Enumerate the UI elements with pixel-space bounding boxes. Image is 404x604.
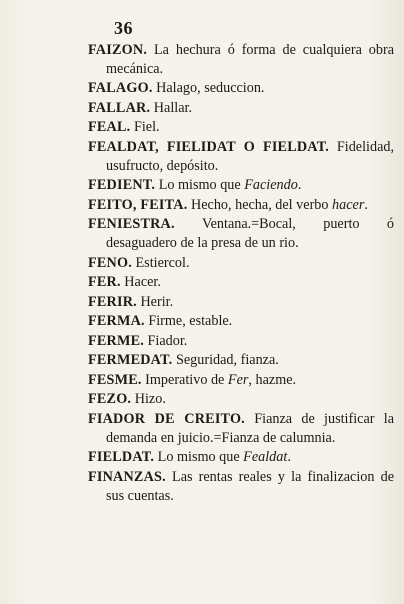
entry-headword: FENIESTRA. — [88, 216, 175, 233]
glossary-entry — [88, 176, 394, 195]
entry-definition: Fiador. — [147, 332, 188, 349]
entry-definition-italic: hacer — [332, 196, 365, 213]
entry-definition: Hallar. — [153, 99, 192, 116]
entry-definition: Herir. — [140, 293, 174, 310]
entry-definition: Fianza de justificar la demanda en juicio.=Fianza de calumnia. — [106, 410, 394, 446]
glossary-entry — [88, 410, 394, 448]
glossary-entry — [88, 273, 394, 292]
glossary-entry — [88, 351, 394, 370]
entry-headword: FERMEDAT. — [88, 352, 173, 369]
entry-definition: Fiel. — [133, 119, 160, 136]
glossary-entry — [88, 293, 394, 312]
entry-definition: Lo mismo que — [157, 449, 244, 466]
entry-definition: Seguridad, fianza. — [175, 352, 279, 369]
entry-definition-italic: Faciendo — [244, 177, 298, 194]
entry-headword: FEITO, FEITA. — [88, 196, 188, 213]
glossary-entry — [88, 468, 394, 506]
entry-definition: Hacer. — [124, 274, 161, 291]
entry-definition: Fidelidad, usufructo, depósito. — [106, 138, 395, 174]
glossary-entry — [88, 332, 394, 351]
entry-headword: FESME. — [88, 371, 142, 388]
glossary-entry — [88, 196, 394, 215]
entry-headword: FALAGO. — [88, 80, 153, 97]
entry-headword: FEZO. — [88, 391, 132, 408]
entry-definition: . — [364, 196, 368, 213]
entry-headword: FEALDAT, FIELIDAT O FIELDAT. — [88, 138, 330, 155]
entry-definition: Hecho, hecha, del verbo — [191, 196, 333, 213]
entry-definition: La hechura ó forma de cualquiera obra mecánica. — [106, 42, 394, 77]
entry-headword: FIADOR DE CREITO. — [88, 410, 245, 427]
entry-headword: FERME. — [88, 332, 144, 349]
entry-headword: FAIZON. — [88, 42, 148, 58]
glossary-entry — [88, 312, 394, 331]
entry-definition-italic: Fealdat — [243, 449, 288, 466]
glossary-entry — [88, 448, 394, 467]
entry-headword: FIELDAT. — [88, 449, 155, 466]
entry-headword: FERIR. — [88, 293, 137, 310]
entry-definition: Ventana.=Bocal, puerto ó desaguadero de la presa de un rio. — [106, 216, 394, 252]
glossary-entry — [88, 390, 394, 409]
entry-definition: . — [297, 177, 302, 194]
glossary-entry — [88, 99, 394, 118]
entry-definition: , hazme. — [248, 371, 297, 388]
glossary-entry — [88, 79, 394, 98]
entry-definition: Halago, seduccion. — [156, 80, 265, 97]
page-number: 36 — [114, 18, 133, 38]
glossary-entry — [88, 254, 394, 273]
entry-definition: Hizo. — [134, 391, 166, 408]
entry-definition: . — [287, 449, 291, 466]
entry-definition: Estiercol. — [135, 254, 190, 271]
glossary-entry — [88, 215, 394, 253]
entry-definition: Las rentas reales y la finalizacion de sus cuentas. — [106, 468, 395, 504]
entry-definition: Firme, estable. — [148, 313, 233, 330]
glossary-entry — [88, 41, 394, 79]
entry-headword: FEDIENT. — [88, 177, 156, 194]
entry-headword: FINANZAS. — [88, 468, 166, 485]
glossary-entry — [88, 118, 394, 137]
entry-headword: FEAL. — [88, 119, 131, 136]
entry-headword: FERMA. — [88, 313, 145, 330]
entry-definition-italic: Fer — [227, 371, 249, 388]
glossary-entry — [88, 138, 394, 176]
entry-definition: Imperativo de — [145, 371, 228, 388]
entry-definition: Lo mismo que — [158, 177, 245, 194]
glossary-entry — [88, 371, 394, 390]
glossary-entries — [88, 41, 394, 506]
entry-headword: FENO. — [88, 254, 132, 271]
entry-headword: FALLAR. — [88, 99, 151, 116]
entry-headword: FER. — [88, 274, 121, 291]
